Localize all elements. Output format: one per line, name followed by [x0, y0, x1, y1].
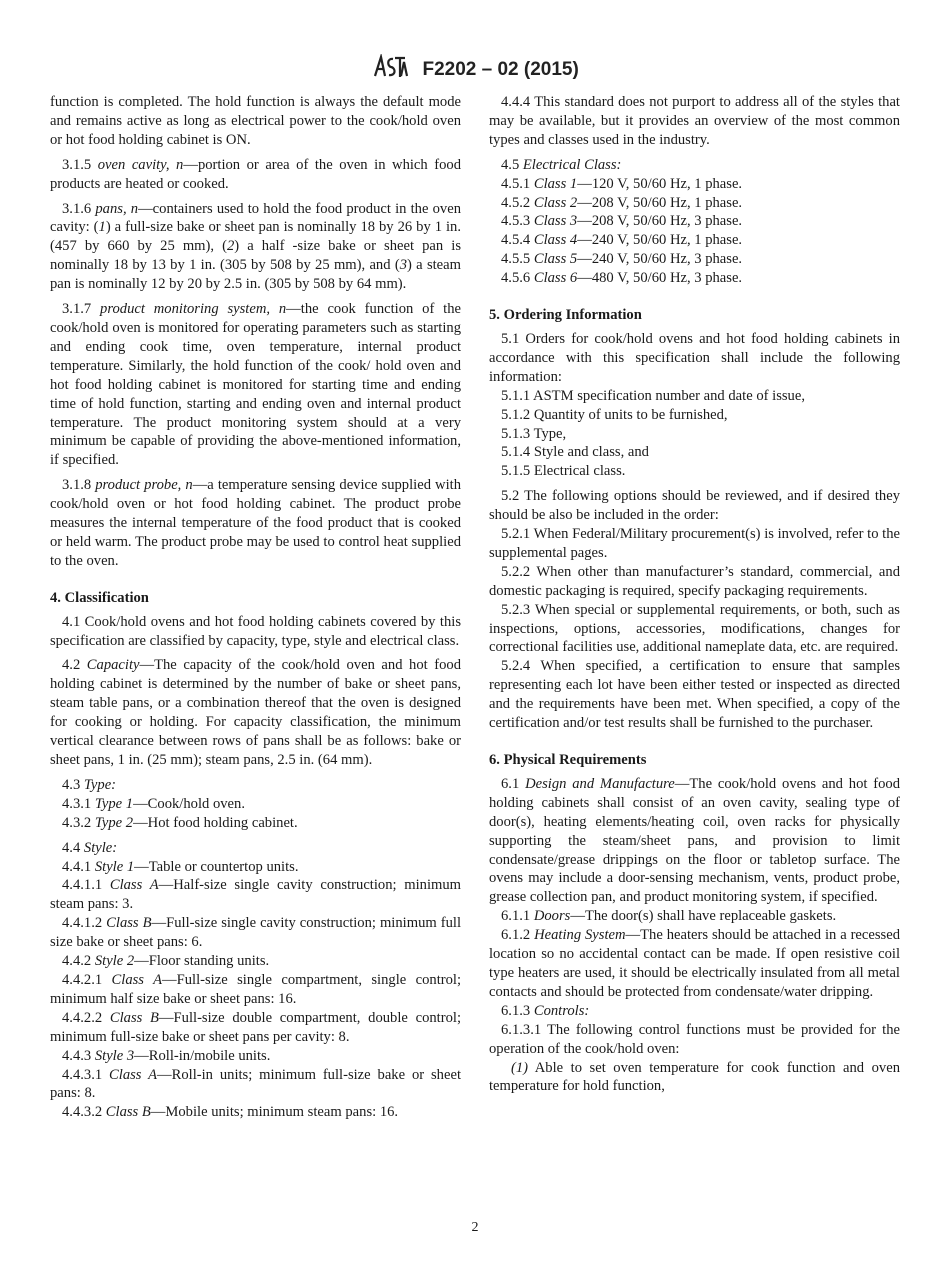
text-run: 3.1.8	[62, 477, 96, 494]
italic-term: Class B	[105, 1104, 151, 1121]
text-run: 4.3.2	[62, 814, 95, 831]
text-run: 4.5.1	[501, 175, 534, 192]
text-run: 4.4.3.1	[62, 1066, 110, 1083]
text-run: 4.5	[501, 156, 523, 173]
text-run: —The cook/hold ovens and hot food holding cabinets shall consist of an oven cavity, sealing type of door(s), heating elements/heating coil, oven racks for physically supporting the steam/sheet pans, and provision to limit condensate/grease drippings on the floor or tabletop surface. The ovens may include a door-sensing mechanism, vents, product probe, grease collection pan, and product monitoring system, if specified.	[489, 775, 900, 906]
text-run: 4.5.6	[501, 270, 534, 287]
italic-term: Doors	[533, 908, 571, 925]
paragraph	[50, 156, 461, 194]
text-run: 4.5.5	[501, 251, 534, 268]
text-run: 4.1 Cook/hold ovens and hot food holding cabinets covered by this specification are classified by capacity, type, style and electrical class.	[50, 613, 461, 649]
paragraph	[50, 914, 461, 952]
text-run: 4.4	[62, 839, 84, 856]
paragraph	[489, 231, 900, 250]
italic-term: Class A	[111, 971, 163, 988]
paragraph	[50, 1009, 461, 1047]
italic-term: Controls:	[533, 1002, 590, 1019]
paragraph	[489, 525, 900, 563]
text-run: 3.1.7	[62, 301, 101, 318]
italic-term: Class 6	[533, 270, 578, 287]
text-run: 4.4.2	[62, 953, 95, 970]
text-run: 5.1.3 Type,	[501, 425, 567, 442]
paragraph	[50, 200, 461, 295]
paragraph	[489, 926, 900, 1002]
text-run: 5.2.3 When special or supplemental requirements, or both, such as inspections, options, accessories, modifications, changes for correctional facilities use, additional nameplate data, etc. are required.	[489, 601, 900, 656]
paragraph	[489, 194, 900, 213]
text-run: 4.4.2.2	[62, 1009, 110, 1026]
text-run: 5.1.2 Quantity of units to be furnished,	[501, 406, 728, 423]
italic-term: Class A	[109, 1066, 158, 1083]
left-column	[50, 93, 461, 1122]
text-run: 4.4.2.1	[62, 971, 112, 988]
paragraph	[489, 175, 900, 194]
paragraph	[489, 1021, 900, 1059]
paragraph	[489, 657, 900, 733]
text-run: 4.5.4	[501, 232, 534, 249]
paragraph	[489, 387, 900, 406]
paragraph	[50, 971, 461, 1009]
text-run: —208 V, 50/60 Hz, 1 phase.	[577, 194, 743, 211]
text-run: 4.3.1	[62, 795, 95, 812]
text-run: 4.4.1	[62, 858, 95, 875]
italic-term: Class 2	[533, 194, 578, 211]
paragraph	[50, 656, 461, 769]
paragraph	[489, 907, 900, 926]
text-run: 5.1.4 Style and class, and	[501, 444, 649, 461]
document-designation: F2202 – 02 (2015)	[422, 59, 579, 81]
section-heading: 6. Physical Requirements	[489, 752, 647, 768]
paragraph	[50, 776, 461, 795]
italic-term: Style 2	[94, 953, 135, 970]
text-run: —Floor standing units.	[134, 953, 270, 970]
text-run: —Roll-in units; minimum full-size bake or sheet pans: 8.	[50, 1066, 461, 1102]
italic-term: 2	[226, 238, 235, 255]
text-run: 3.1.6	[62, 200, 96, 217]
paragraph	[489, 93, 900, 150]
text-run: 6.1.3.1 The following control functions must be provided for the operation of the cook/hold oven:	[489, 1021, 900, 1057]
text-run: 5.2.1 When Federal/Military procurement(s) is involved, refer to the supplemental pages.	[489, 526, 900, 561]
text-run: function is completed. The hold function is always the default mode and remains active as long as electrical power to the cook/hold oven or hot food holding cabinet is ON.	[50, 94, 461, 148]
text-run: —Half-size single cavity construction; minimum steam pans: 3.	[50, 877, 462, 913]
paragraph	[50, 795, 461, 814]
italic-term: Class 3	[533, 213, 578, 230]
text-run: —containers used to hold the food product in the oven cavity: (	[50, 200, 462, 236]
text-run: 4.4.1.2	[62, 915, 107, 932]
text-run: 6.1.1	[501, 908, 534, 925]
text-run: —Full-size single cavity construction; minimum full size bake or sheet pans: 6.	[50, 915, 461, 951]
paragraph	[50, 93, 461, 150]
text-run: —120 V, 50/60 Hz, 1 phase.	[577, 175, 743, 192]
section-heading: 4. Classification	[50, 589, 149, 606]
text-run: —480 V, 50/60 Hz, 3 phase.	[577, 270, 743, 287]
text-run: 5.2.2 When other than manufacturer’s standard, commercial, and domestic packaging is required, specify packaging requirements.	[489, 563, 900, 599]
paragraph	[50, 1047, 461, 1066]
text-run: —Hot food holding cabinet.	[133, 814, 298, 831]
italic-term: Class 1	[533, 175, 578, 192]
paragraph	[489, 156, 900, 175]
text-run: —Cook/hold oven.	[133, 795, 245, 812]
text-run: 5.2 The following options should be reviewed, and if desired they should be also be included in the order:	[489, 488, 900, 524]
italic-term: oven cavity, n	[97, 156, 184, 173]
text-run: —Mobile units; minimum steam pans: 16.	[150, 1104, 399, 1121]
paragraph	[489, 330, 900, 387]
paragraph	[489, 406, 900, 425]
paragraph	[50, 1066, 461, 1104]
text-run: —Full-size double compartment, double control; minimum full-size bake or sheet pans per cavity: 8.	[50, 1009, 461, 1045]
paragraph	[489, 425, 900, 444]
italic-term: Class B	[106, 915, 152, 932]
text-run: —Full-size single compartment, single control; minimum half size bake or sheet pans: 16.	[50, 971, 462, 1007]
paragraph	[489, 212, 900, 231]
text-run: 5.1 Orders for cook/hold ovens and hot food holding cabinets in accordance with this specification shall include the following information:	[489, 330, 900, 385]
right-column	[489, 93, 900, 1096]
italic-term: Type 2	[94, 814, 134, 831]
italic-term: product probe, n	[95, 477, 193, 494]
italic-term: 1	[98, 219, 106, 236]
paragraph	[50, 814, 461, 833]
paragraph	[50, 476, 461, 571]
paragraph	[489, 1059, 900, 1097]
paragraph	[489, 1002, 900, 1021]
paragraph	[50, 839, 461, 858]
italic-term: Class B	[109, 1009, 159, 1026]
paragraph	[489, 563, 900, 601]
text-run: 3.1.5	[62, 156, 98, 173]
text-run: —240 V, 50/60 Hz, 3 phase.	[577, 251, 743, 268]
italic-term: (1)	[511, 1059, 529, 1076]
section-heading: 5. Ordering Information	[489, 307, 642, 324]
text-run: 4.4.1.1	[62, 877, 110, 894]
paragraph	[50, 300, 461, 470]
text-run: ) a steam pan is nominally 12 by 20 by 2.5 in. (305 by 508 by 64 mm).	[50, 257, 461, 293]
text-run: —240 V, 50/60 Hz, 1 phase.	[577, 232, 743, 249]
page-header	[0, 54, 950, 86]
text-run: ) a half -size bake or sheet pan is nominally 18 by 13 by 1 in. (305 by 508 by 25 mm), and (	[50, 238, 461, 274]
text-run: —The capacity of the cook/hold oven and hot food holding cabinet is determined by the number of bake or sheet pans, steam table pans, or a combination thereof that the oven is designed for cooking or holding. For capacity classification, the minimum vertical clearance between rows of pans shall be as follows: bake or sheet pans, 1 in. (25 mm); steam pans, 2.5 in. (64 mm).	[50, 657, 461, 768]
text-run: 4.5.2	[501, 194, 534, 211]
text-run: 5.2.4 When specified, a certification to ensure that samples representing each lot have been either tested or inspected as directed and the requirements have been met. When specified, a copy of the certification and/or test results shall be furnished to the purchaser.	[489, 658, 900, 732]
italic-term: Style 3	[94, 1047, 135, 1064]
italic-term: Class 5	[533, 251, 578, 268]
astm-logo-icon	[371, 54, 411, 86]
italic-term: 3	[399, 257, 407, 274]
paragraph	[50, 952, 461, 971]
text-run: 4.5.3	[501, 213, 534, 230]
page-number: 2	[471, 1220, 479, 1235]
paragraph	[50, 858, 461, 877]
text-run: 4.3	[62, 776, 84, 793]
text-run: —208 V, 50/60 Hz, 3 phase.	[577, 213, 743, 230]
text-run: —The door(s) shall have replaceable gaskets.	[570, 908, 837, 925]
paragraph	[50, 876, 461, 914]
italic-term: Capacity	[86, 657, 140, 674]
text-run: 5.1.5 Electrical class.	[501, 463, 626, 480]
paragraph	[50, 613, 461, 651]
text-run: 4.4.3	[62, 1047, 95, 1064]
text-run: —The heaters should be attached in a recessed location so no accidental contact can be made. If open resistive coil type heaters are used, it should be electrically insulated from all metal contacts and should be protected from condensate/water dripping.	[489, 927, 900, 1000]
italic-term: Type 1	[94, 795, 134, 812]
italic-term: Class A	[109, 877, 159, 894]
paragraph	[50, 1103, 461, 1122]
paragraph	[489, 601, 900, 658]
italic-term: Design and Manufacture	[525, 775, 675, 792]
italic-term: Electrical Class:	[522, 156, 622, 173]
text-run: —Roll-in/mobile units.	[134, 1047, 271, 1064]
italic-term: Style:	[83, 839, 118, 856]
paragraph	[489, 250, 900, 269]
italic-term: Type:	[83, 776, 117, 793]
text-run: 4.2	[62, 657, 87, 674]
paragraph	[489, 775, 900, 907]
text-run: 4.4.4 This standard does not purport to address all of the styles that may be available, but it provides an overview of the most common types and classes used in the industry.	[489, 94, 900, 148]
text-run: —the cook function of the cook/hold oven is monitored for operating parameters such as starting and ending cook time, oven temperature, internal product temperature. Similarly, the hold function of the cook/ hold oven and hot food holding cabinet is monitored for starting time and ending time of hold function, starting and ending oven and internal product temperature. The product monitoring system should at a very minimum be capable of providing the above-mentioned information, if specified.	[50, 301, 461, 469]
text-run: 4.4.3.2	[62, 1104, 106, 1121]
italic-term: Heating System	[534, 927, 626, 944]
text-run: 5.1.1 ASTM specification number and date of issue,	[501, 387, 805, 404]
text-run: —a temperature sensing device supplied with cook/hold oven or hot food holding cabinet. The product probe measures the internal temperature of the food product that is cooked or held warm. The product probe may be used to control heat supplied to the oven.	[50, 477, 461, 569]
italic-term: pans, n	[95, 200, 139, 217]
paragraph	[489, 269, 900, 288]
paragraph	[489, 462, 900, 481]
paragraph	[489, 487, 900, 525]
text-run: 6.1	[501, 775, 526, 792]
paragraph	[489, 443, 900, 462]
italic-term: Style 1	[94, 858, 135, 875]
text-run: 6.1.3	[501, 1002, 534, 1019]
italic-term: product monitoring system, n	[100, 301, 287, 318]
text-run: —portion or area of the oven in which food products are heated or cooked.	[50, 156, 461, 192]
italic-term: Class 4	[533, 232, 578, 249]
text-run: Able to set oven temperature for cook function and oven temperature for hold function,	[489, 1059, 900, 1095]
text-run: 6.1.2	[501, 927, 535, 944]
text-run: —Table or countertop units.	[134, 858, 299, 875]
text-run: ) a full-size bake or sheet pan is nominally 18 by 26 by 1 in. (457 by 660 by 25 mm), (	[50, 219, 461, 255]
